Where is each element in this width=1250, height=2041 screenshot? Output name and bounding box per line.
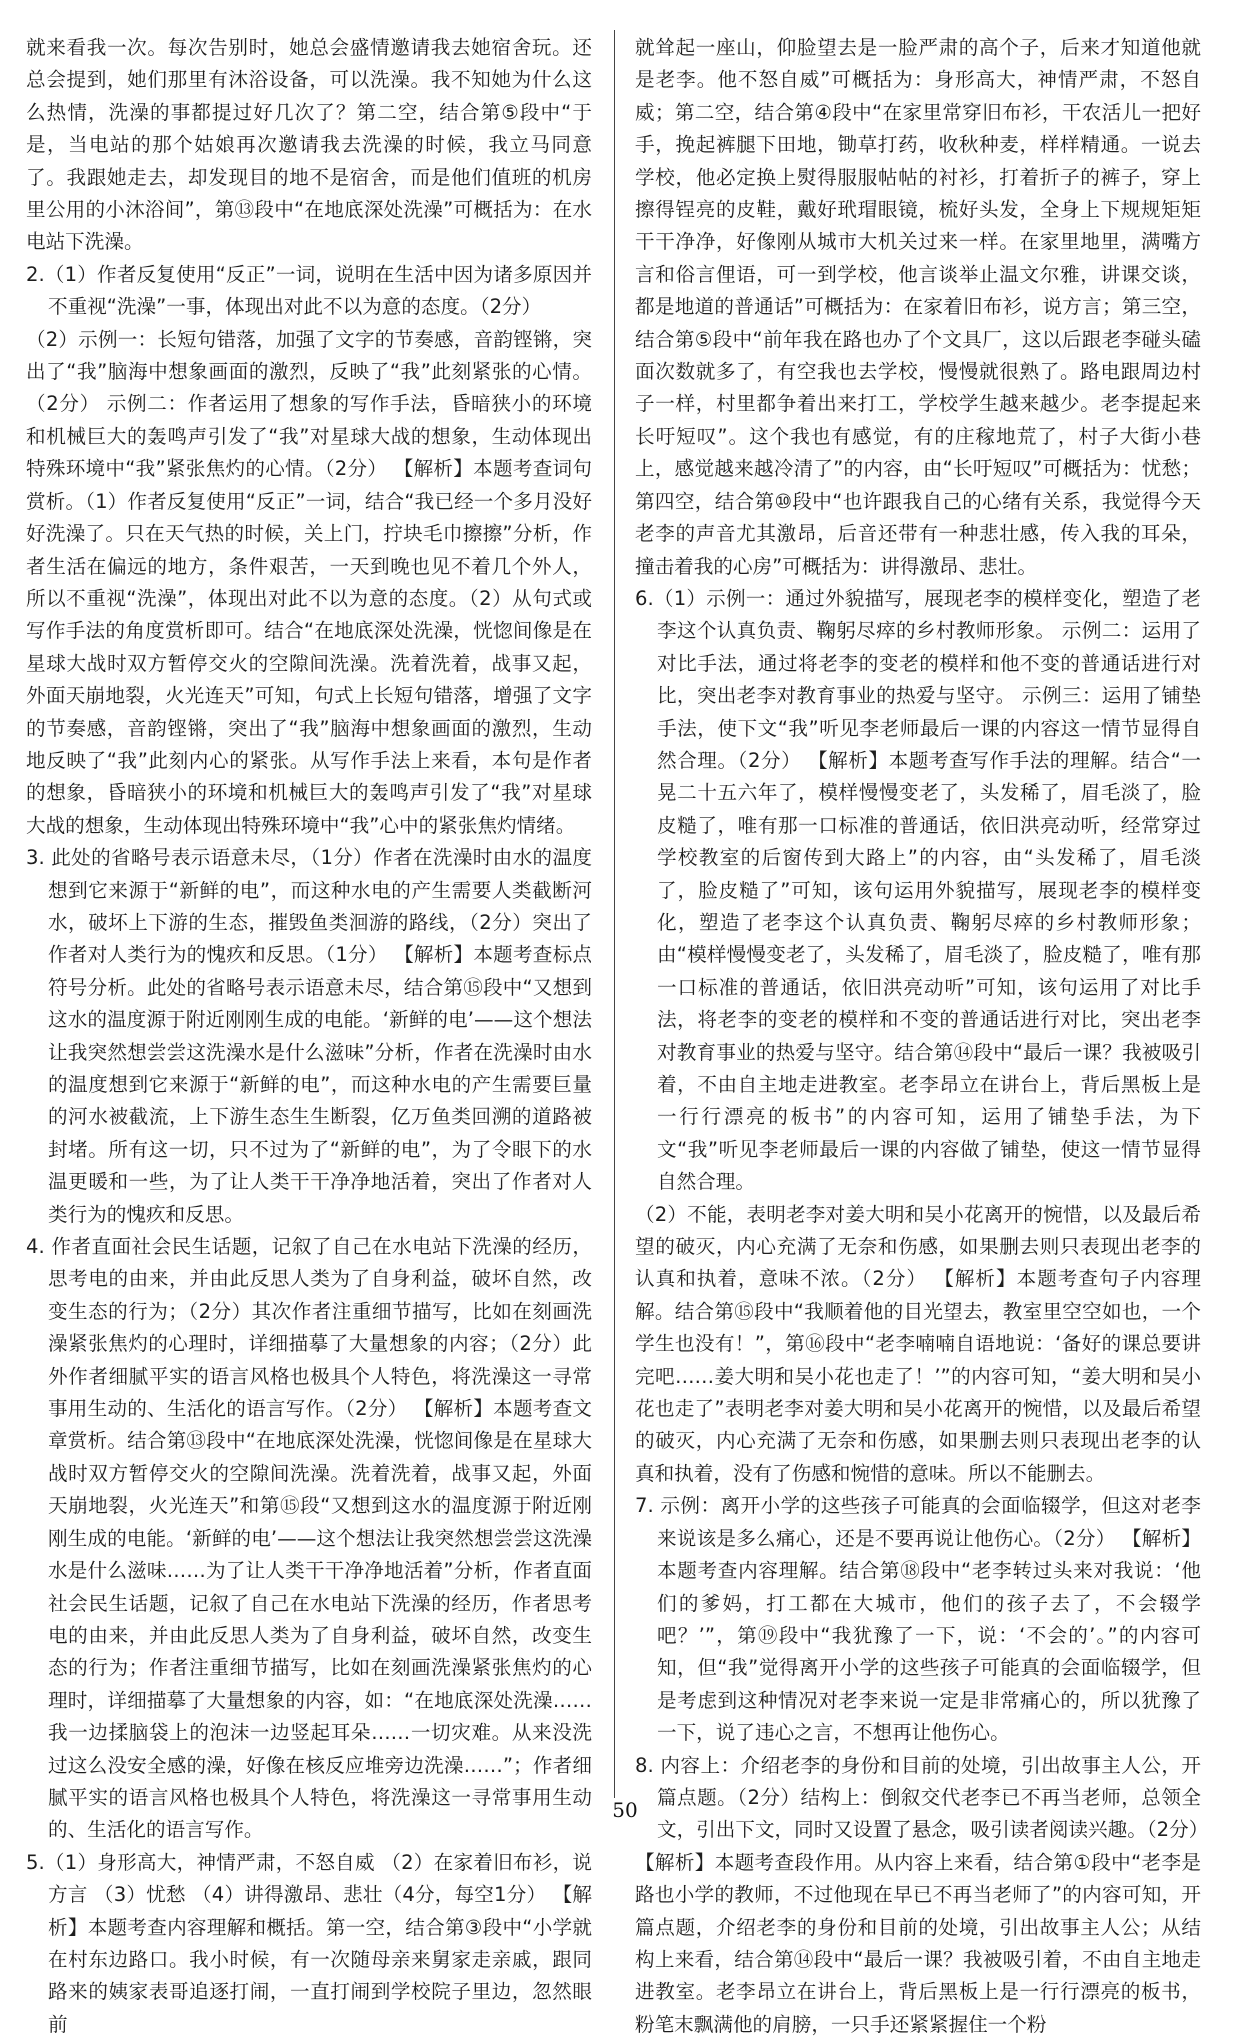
answer-7: 7. 示例：离开小学的这些孩子可能真的会面临辍学，但这对老李来说该是多么痛心，还是不要再说让他伤心。（2分） 【解析】本题考查内容理解。结合第⑱段中“老李转过头来对我说：‘他们的爹妈，打工都在大城市，他们的孩子去了，不会辍学吧？’”，第⑲段中“我犹豫了一下，说：‘不会的’。”的内容可知，但“我”觉得离开小学的这些孩子可能真的会面临辍学，但是考虑到这种情况对老李来说一定是非常痛心的，所以犹豫了一下，说了违心之言，不想再让他伤心。 xyxy=(635,1494,1201,1745)
answer-2-part-2: （2）示例一：长短句错落，加强了文字的节奏感，音韵铿锵，突出了“我”脑海中想象画面的激烈，反映了“我”此刻紧张的心情。（2分） 示例二：作者运用了想象的写作手法，昏暗狭小的环境和机械巨大的轰鸣声引发了“我”对星球大战的想象，生动体现出特殊环境中“我”紧张焦灼的心情。（2分） 【解析】本题考查词句赏析。（1）作者反复使用“反正”一词，结合“我已经一个多月没好好洗澡了。只在天气热的时候，关上门，拧块毛巾擦擦”分析，作者生活在偏远的地方，条件艰苦，一天到晚也见不着几个外人，所以不重视“洗澡”，体现出对此不以为意的态度。（2）从句式或写作手法的角度赏析即可。结合“在地底深处洗澡，恍惚间像是在星球大战时双方暂停交火的空隙间洗澡。洗着洗着，战事又起，外面天崩地裂，火光连天”可知，句式上长短句错落，增强了文字的节奏感，音韵铿锵，突出了“我”脑海中想象画面的激烈，生动地反映了“我”此刻内心的紧张。从写作手法上来看，本句是作者的想象，昏暗狭小的环境和机械巨大的轰鸣声引发了“我”对星球大战的想象，生动体现出特殊环境中“我”心中的紧张焦灼情绪。 xyxy=(26,327,592,837)
answer-8: 8. 内容上：介绍老李的身份和目前的处境，引出故事主人公，开篇点题。（2分）结构上：倒叙交代老李已不再当老师，总领全文，引出下文，同时又设置了悬念，吸引读者阅读兴趣。（2分） xyxy=(635,1753,1209,1842)
left-paragraph-1: 就来看我一次。每次告别时，她总会盛情邀请我去她宿舍玩。还总会提到，她们那里有沐浴设备，可以洗澡。我不知她为什么这么热情，洗澡的事都提过好几次了？第二空，结合第⑤段中“于是，当电站的那个姑娘再次邀请我去洗澡的时候，我立马同意了。我跟她走去，却发现目的地不是宿舍，而是他们值班的机房里公用的小沐浴间”，第⑬段中“在地底深处洗澡”可概括为：在水电站下洗澡。 xyxy=(26,36,592,254)
answer-6-part-2: （2）不能，表明老李对姜大明和吴小花离开的惋惜，以及最后希望的破灭，内心充满了无奈和伤感，如果删去则只表现出老李的认真和执着，意味不浓。（2分） 【解析】本题考查句子内容理解。结合第⑮段中“我顺着他的目光望去，教室里空空如也，一个学生也没有！”，第⑯段中“老李喃喃自语地说：‘备好的课总要讲完吧……姜大明和吴小花也走了！’”的内容可知，“姜大明和吴小花也走了”表明老李对姜大明和吴小花离开的惋惜，以及最后希望的破灭，内心充满了无奈和伤感，如果删去则只表现出老李的认真和执着，没有了伤感和惋惜的意味。所以不能删去。 xyxy=(635,1202,1201,1485)
answer-6-part-1: 6.（1）示例一：通过外貌描写，展现老李的模样变化，塑造了老李这个认真负责、鞠躬尽瘁的乡村教师形象。 示例二：运用了对比手法，通过将老李的变老的模样和他不变的普通话进行对比，突出老李对教育事业的热爱与坚守。 示例三：运用了铺垫手法，使下文“我”听见李老师最后一课的内容这一情节显得自然合理。（2分） 【解析】本题考查写作手法的理解。结合“一晃二十五六年了，模样慢慢变老了，头发稀了，眉毛淡了，脸皮糙了，唯有那一口标准的普通话，依旧洪亮动听，经常穿过学校教室的后窗传到大路上”的内容，由“头发稀了，眉毛淡了，脸皮糙了”可知，该句运用外貌描写，展现老李的模样变化，塑造了老李这个认真负责、鞠躬尽瘁的乡村教师形象；由“模样慢慢变老了，头发稀了，眉毛淡了，脸皮糙了，唯有那一口标准的普通话，依旧洪亮动听”可知，该句运用了对比手法，将老李的变老的模样和不变的普通话进行对比，突出老李对教育事业的热爱与坚守。结合第⑭段中“最后一课？我被吸引着，不由自主地走进教室。老李昂立在讲台上，背后黑板上是一行行漂亮的板书”的内容可知，运用了铺垫手法，为下文“我”听见李老师最后一课的内容做了铺垫，使这一情节显得自然合理。 xyxy=(635,586,1201,1194)
answer-2-part-1: 2.（1）作者反复使用“反正”一词，说明在生活中因为诸多原因并不重视“洗澡”一事，体现出对此不以为意的态度。（2分） xyxy=(26,262,592,319)
answer-4: 4. 作者直面社会民生话题，记叙了自己在水电站下洗澡的经历，思考电的由来，并由此反思人类为了自身利益，破坏自然，改变生态的行为；（2分）其次作者注重细节描写，比如在刻画洗澡紧张焦灼的心理时，详细描摹了大量想象的内容；（2分）此外作者细腻平实的语言风格也极具个人特色，将洗澡这一寻常事用生动的、生活化的语言写作。（2分） 【解析】本题考查文章赏析。结合第⑬段中“在地底深处洗澡，恍惚间像是在星球大战时双方暂停交火的空隙间洗澡。洗着洗着，战事又起，外面天崩地裂，火光连天”和第⑮段“又想到这水的温度源于附近刚刚生成的电能。‘新鲜的电’——这个想法让我突然想尝尝这洗澡水是什么滋味……为了让人类干干净净地活着”分析，作者直面社会民生话题，记叙了自己在水电站下洗澡的经历，作者思考电的由来，并由此反思人类为了自身利益，破坏自然，改变生态的行为；作者注重细节描写，比如在刻画洗澡紧张焦灼的心理时，详细描摹了大量想象的内容，如：“在地底深处洗澡……我一边揉脑袋上的泡沫一边竖起耳朵……一切灾难。从来没洗过这么没安全感的澡，好像在核反应堆旁边洗澡……”；作者细腻平实的语言风格也极具个人特色，将洗澡这一寻常事用生动的、生活化的语言写作。 xyxy=(26,1235,592,1842)
right-column xyxy=(635,32,1209,2041)
answer-5-continued: 就耸起一座山，仰脸望去是一脸严肃的高个子，后来才知道他就是老李。他不怒自威”可概括为：身形高大，神情严肃，不怒自威；第二空，结合第④段中“在家里常穿旧布衫，干农活儿一把好手，挽起裤腿下田地，锄草打药，收秋种麦，样样精通。一说去学校，他必定换上熨得服服帖帖的衬衫，打着折子的裤子，穿上擦得锃亮的皮鞋，戴好玳瑁眼镜，梳好头发，全身上下规规矩矩干干净净，好像刚从城市大机关过来一样。在家里地里，满嘴方言和俗言俚语，可一到学校，他言谈举止温文尔雅，讲课交谈，都是地道的普通话”可概括为：在家着旧布衫，说方言；第三空，结合第⑤段中“前年我在路也办了个文具厂，这以后跟老李碰头磕面次数就多了，有空我也去学校，慢慢就很熟了。路电跟周边村子一样，村里都争着出来打工，学校学生越来越少。老李提起来长吁短叹”。这个我也有感觉，有的庄稼地荒了，村子大街小巷上，感觉越来越冷清了”的内容，由“长吁短叹”可概括为：忧愁；第四空，结合第⑩段中“也许跟我自己的心绪有关系，我觉得今天老李的声音尤其激昂，后音还带有一种悲壮感，传入我的耳朵，撞击着我的心房”可概括为：讲得激昂、悲壮。 xyxy=(635,36,1201,578)
answer-8-analysis: 【解析】本题考查段作用。从内容上来看，结合第①段中“老李是路也小学的教师，不过他现在早已不再当老师了”的内容可知，开篇点题，介绍老李的身份和目前的处境，引出故事主人公；从结构上来看，结合第⑭段中“最后一课？我被吸引着，不由自主地走进教室。老李昂立在讲台上，背后黑板上是一行行漂亮的板书，粉笔末飘满他的肩膀，一只手还紧紧握住一个粉 xyxy=(635,1850,1201,2036)
page-number: 50 xyxy=(612,1798,638,1822)
answer-5: 5.（1）身形高大，神情严肃，不怒自威 （2）在家着旧布衫，说方言 （3）忧愁 （4）讲得激昂、悲壮（4分，每空1分） 【解析】本题考查内容理解和概括。第一空，结合第③段中“小学就在村东边路口。我小时候，有一次随母亲来舅家走亲戚，跟同路来的姨家表哥追逐打闹，一直打闹到学校院子里边，忽然眼前 xyxy=(26,1850,592,2036)
left-column xyxy=(26,32,592,2041)
column-divider xyxy=(614,30,615,1798)
answer-3: 3. 此处的省略号表示语意未尽，（1分）作者在洗澡时由水的温度想到它来源于“新鲜的电”，而这种水电的产生需要人类截断河水，破坏上下游的生态，摧毁鱼类洄游的路线，（2分）突出了作者对人类行为的愧疚和反思。（1分） 【解析】本题考查标点符号分析。此处的省略号表示语意未尽，结合第⑮段中“又想到这水的温度源于附近刚刚生成的电能。‘新鲜的电’——这个想法让我突然想尝尝这洗澡水是什么滋味”分析，作者在洗澡时由水的温度想到它来源于“新鲜的电”，而这种水电的产生需要巨量的河水被截流，上下游生态生生断裂，亿万鱼类回溯的道路被封堵。所有这一切，只不过为了“新鲜的电”，为了令眼下的水温更暖和一些，为了让人类干干净净地活着，突出了作者对人类行为的愧疚和反思。 xyxy=(26,846,592,1226)
